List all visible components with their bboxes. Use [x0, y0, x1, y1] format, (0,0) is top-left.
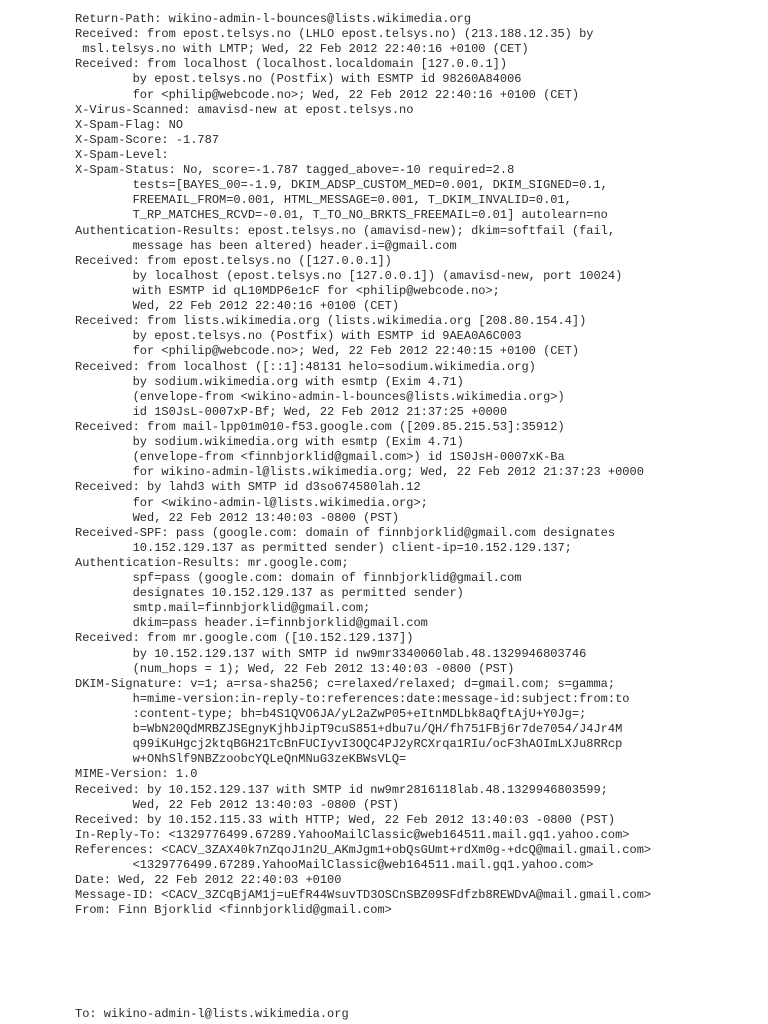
header-line: by localhost (epost.telsys.no [127.0.0.1]) (amavisd-new, port 10024) — [75, 268, 623, 283]
header-line: designates 10.152.129.137 as permitted sender) — [75, 586, 464, 601]
header-line: smtp.mail=finnbjorklid@gmail.com; — [75, 601, 371, 616]
header-line: h=mime-version:in-reply-to:references:date:message-id:subject:from:to — [75, 691, 630, 706]
header-line: 10.152.129.137 as permitted sender) client-ip=10.152.129.137; — [75, 540, 572, 555]
header-line: X-Spam-Status: No, score=-1.787 tagged_above=-10 required=2.8 — [75, 163, 515, 178]
header-line: b=WbN20QdMRBZJSEgnyKjhbJipT9cuS851+dbu7u/QH/fh751FBj6r7de7054/J4Jr4M — [75, 722, 623, 737]
header-line: w+ONhSlf9NBZzoobcYQLeQnMNuG3zeKBWsVLQ= — [75, 752, 407, 767]
header-line: In-Reply-To: <1329776499.67289.YahooMailClassic@web164511.mail.gq1.yahoo.com> — [75, 827, 630, 842]
header-line: X-Spam-Score: -1.787 — [75, 132, 220, 147]
email-headers-block — [75, 12, 651, 919]
header-line: by epost.telsys.no (Postfix) with ESMTP id 98260A84006 — [75, 72, 522, 87]
header-line: Received: from localhost (localhost.localdomain [127.0.0.1]) — [75, 57, 508, 72]
header-line: Received: by lahd3 with SMTP id d3so674580lah.12 — [75, 480, 421, 495]
header-line: References: <CACV_3ZAX40k7nZqoJ1n2U_AKmJgm1+obQsGUmt+rdXm0g-+dcQ@mail.gmail.com> — [75, 843, 652, 858]
header-line: Return-Path: wikino-admin-l-bounces@lists.wikimedia.org — [75, 12, 472, 26]
header-line: FREEMAIL_FROM=0.001, HTML_MESSAGE=0.001, T_DKIM_INVALID=0.01, — [75, 193, 572, 208]
header-line: message has been altered) header.i=@gmail.com — [75, 238, 457, 253]
header-line: (envelope-from <finnbjorklid@gmail.com>) id 1S0JsH-0007xK-Ba — [75, 450, 565, 465]
header-line: Received: from lists.wikimedia.org (lists.wikimedia.org [208.80.154.4]) — [75, 314, 587, 329]
header-line: Wed, 22 Feb 2012 13:40:03 -0800 (PST) — [75, 510, 400, 525]
header-line: by sodium.wikimedia.org with esmtp (Exim 4.71) — [75, 435, 464, 450]
header-line: spf=pass (google.com: domain of finnbjorklid@gmail.com — [75, 571, 522, 586]
header-line: tests=[BAYES_00=-1.9, DKIM_ADSP_CUSTOM_MED=0.001, DKIM_SIGNED=0.1, — [75, 178, 608, 193]
header-line: for <philip@webcode.no>; Wed, 22 Feb 2012 22:40:15 +0100 (CET) — [75, 344, 580, 359]
header-line: (envelope-from <wikino-admin-l-bounces@lists.wikimedia.org>) — [75, 389, 565, 404]
header-line: msl.telsys.no with LMTP; Wed, 22 Feb 2012 22:40:16 +0100 (CET) — [75, 42, 529, 57]
header-line: Received: by 10.152.115.33 with HTTP; Wed, 22 Feb 2012 13:40:03 -0800 (PST) — [75, 812, 616, 827]
header-line: Received-SPF: pass (google.com: domain of finnbjorklid@gmail.com designates — [75, 525, 616, 540]
header-line: Received: from localhost ([::1]:48131 helo=sodium.wikimedia.org) — [75, 359, 536, 374]
header-line: X-Spam-Flag: NO — [75, 117, 184, 132]
header-line: id 1S0JsL-0007xP-Bf; Wed, 22 Feb 2012 21:37:25 +0000 — [75, 404, 508, 419]
header-line: Message-ID: <CACV_3ZCqBjAM1j=uEfR44WsuvTD3OSCnSBZ09SFdfzb8REWDvA@mail.gmail.com> — [75, 888, 652, 903]
header-line: with ESMTP id qL10MDP6e1cF for <philip@webcode.no>; — [75, 283, 500, 298]
header-line: MIME-Version: 1.0 — [75, 767, 198, 782]
header-line: DKIM-Signature: v=1; a=rsa-sha256; c=relaxed/relaxed; d=gmail.com; s=gamma; — [75, 676, 616, 691]
header-line: Authentication-Results: epost.telsys.no (amavisd-new); dkim=softfail (fail, — [75, 223, 616, 238]
header-line: T_RP_MATCHES_RCVD=-0.01, T_TO_NO_BRKTS_FREEMAIL=0.01] autolearn=no — [75, 208, 608, 223]
header-line: by sodium.wikimedia.org with esmtp (Exim 4.71) — [75, 374, 464, 389]
header-line: (num_hops = 1); Wed, 22 Feb 2012 13:40:03 -0800 (PST) — [75, 661, 515, 676]
header-line: for <wikino-admin-l@lists.wikimedia.org>; — [75, 495, 428, 510]
header-line: From: Finn Bjorklid <finnbjorklid@gmail.com> — [75, 903, 392, 918]
header-line: by 10.152.129.137 with SMTP id nw9mr3340060lab.48.1329946803746 — [75, 646, 587, 661]
header-line: Date: Wed, 22 Feb 2012 22:40:03 +0100 — [75, 873, 342, 888]
header-line: q99iKuHgcj2ktqBGH21TcBnFUCIyvI3OQC4PJ2yRCXrqa1RIu/ocF3hAOImLXJu8RRcp — [75, 737, 623, 752]
header-line: Received: from mr.google.com ([10.152.129.137]) — [75, 631, 414, 646]
header-line: Authentication-Results: mr.google.com; — [75, 555, 349, 570]
header-line: Received: by 10.152.129.137 with SMTP id nw9mr2816118lab.48.1329946803599; — [75, 782, 608, 797]
header-line: for <philip@webcode.no>; Wed, 22 Feb 2012 22:40:16 +0100 (CET) — [75, 87, 580, 102]
header-line: Received: from epost.telsys.no (LHLO epost.telsys.no) (213.188.12.35) by — [75, 27, 594, 42]
header-line: <1329776499.67289.YahooMailClassic@web164511.mail.gq1.yahoo.com> — [75, 858, 594, 873]
header-line: X-Virus-Scanned: amavisd-new at epost.telsys.no — [75, 102, 414, 117]
header-line: :content-type; bh=b4S1QVO6JA/yL2aZwP05+eItnMDLbk8aQftAjU+Y0Jg=; — [75, 707, 587, 722]
to-header-line: To: wikino-admin-l@lists.wikimedia.org — [75, 1007, 349, 1021]
header-line: Wed, 22 Feb 2012 22:40:16 +0100 (CET) — [75, 299, 400, 314]
header-line: Wed, 22 Feb 2012 13:40:03 -0800 (PST) — [75, 797, 400, 812]
header-line: Received: from epost.telsys.no ([127.0.0.1]) — [75, 253, 392, 268]
header-line: dkim=pass header.i=finnbjorklid@gmail.com — [75, 616, 428, 631]
header-line: X-Spam-Level: — [75, 147, 169, 162]
header-line: by epost.telsys.no (Postfix) with ESMTP id 9AEA0A6C003 — [75, 329, 522, 344]
header-line: for wikino-admin-l@lists.wikimedia.org; Wed, 22 Feb 2012 21:37:23 +0000 — [75, 465, 644, 480]
header-line: Received: from mail-lpp01m010-f53.google.com ([209.85.215.53]:35912) — [75, 419, 565, 434]
